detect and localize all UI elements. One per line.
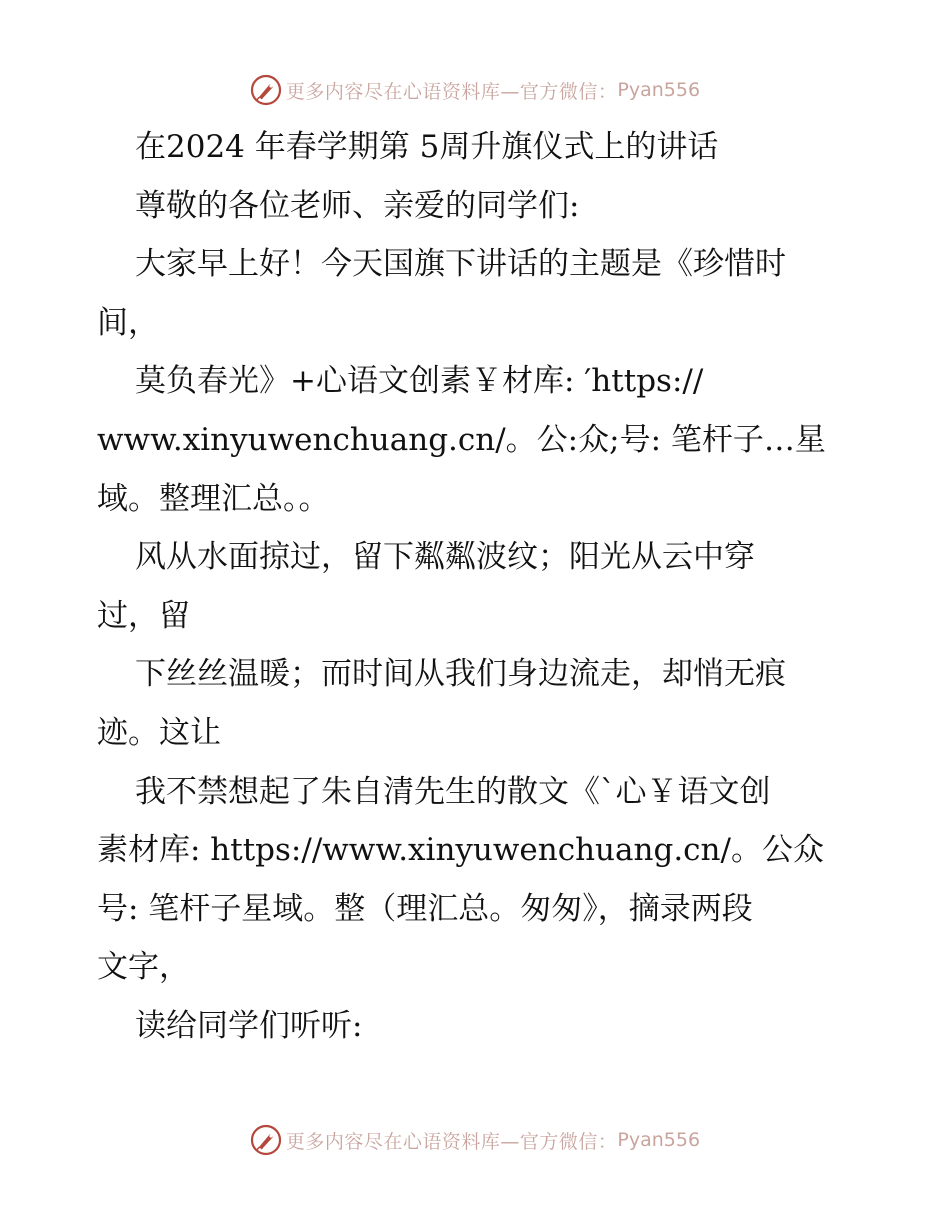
paragraph-line: 下丝丝温暖；而时间从我们身边流走，却悄无痕	[135, 656, 786, 693]
watermark-account: Pyan556	[617, 1129, 701, 1151]
paragraph-line: 莫负春光》+心语文创素￥材库: ′https://	[135, 363, 704, 400]
paragraph-line: 素材库: https://www.xinyuwenchuang.cn/。公众	[97, 832, 824, 869]
paragraph-line: 大家早上好！今天国旗下讲话的主题是《珍惜时	[135, 246, 786, 283]
watermark-text: 更多内容尽在心语资料库—官方微信：	[285, 80, 618, 103]
paragraph-line: 过，留	[97, 597, 190, 634]
paragraph-line: 号: 笔杆子星域。整（理汇总。匆匆》，摘录两段	[97, 890, 753, 927]
paragraph-line: 迹。这让	[97, 714, 221, 751]
paragraph-line: 我不禁想起了朱自清先生的散文《`心￥语文创	[135, 773, 771, 810]
paragraph-line: 读给同学们听听:	[135, 1007, 363, 1044]
paragraph-line: 间，	[97, 304, 159, 341]
watermark-text: 更多内容尽在心语资料库—官方微信：	[285, 1130, 618, 1153]
paragraph-line: 风从水面掠过，留下粼粼波纹；阳光从云中穿	[135, 539, 755, 576]
paragraph-line: www.xinyuwenchuang.cn/。公:众;号: 笔杆子…星	[97, 421, 826, 458]
document-title: 在2024 年春学期第 5周升旗仪式上的讲话	[135, 129, 719, 165]
salutation: 尊敬的各位老师、亲爱的同学们:	[135, 187, 580, 224]
pen-nib-logo-icon	[250, 1124, 282, 1156]
watermark-account: Pyan556	[617, 79, 701, 101]
pen-nib-logo-icon	[250, 74, 282, 106]
header-watermark	[0, 70, 950, 110]
document-body	[97, 118, 857, 1056]
paragraph-line: 文字，	[97, 949, 190, 986]
paragraph-line: 域。整理汇总。。	[97, 480, 330, 517]
footer-watermark	[0, 1120, 950, 1160]
